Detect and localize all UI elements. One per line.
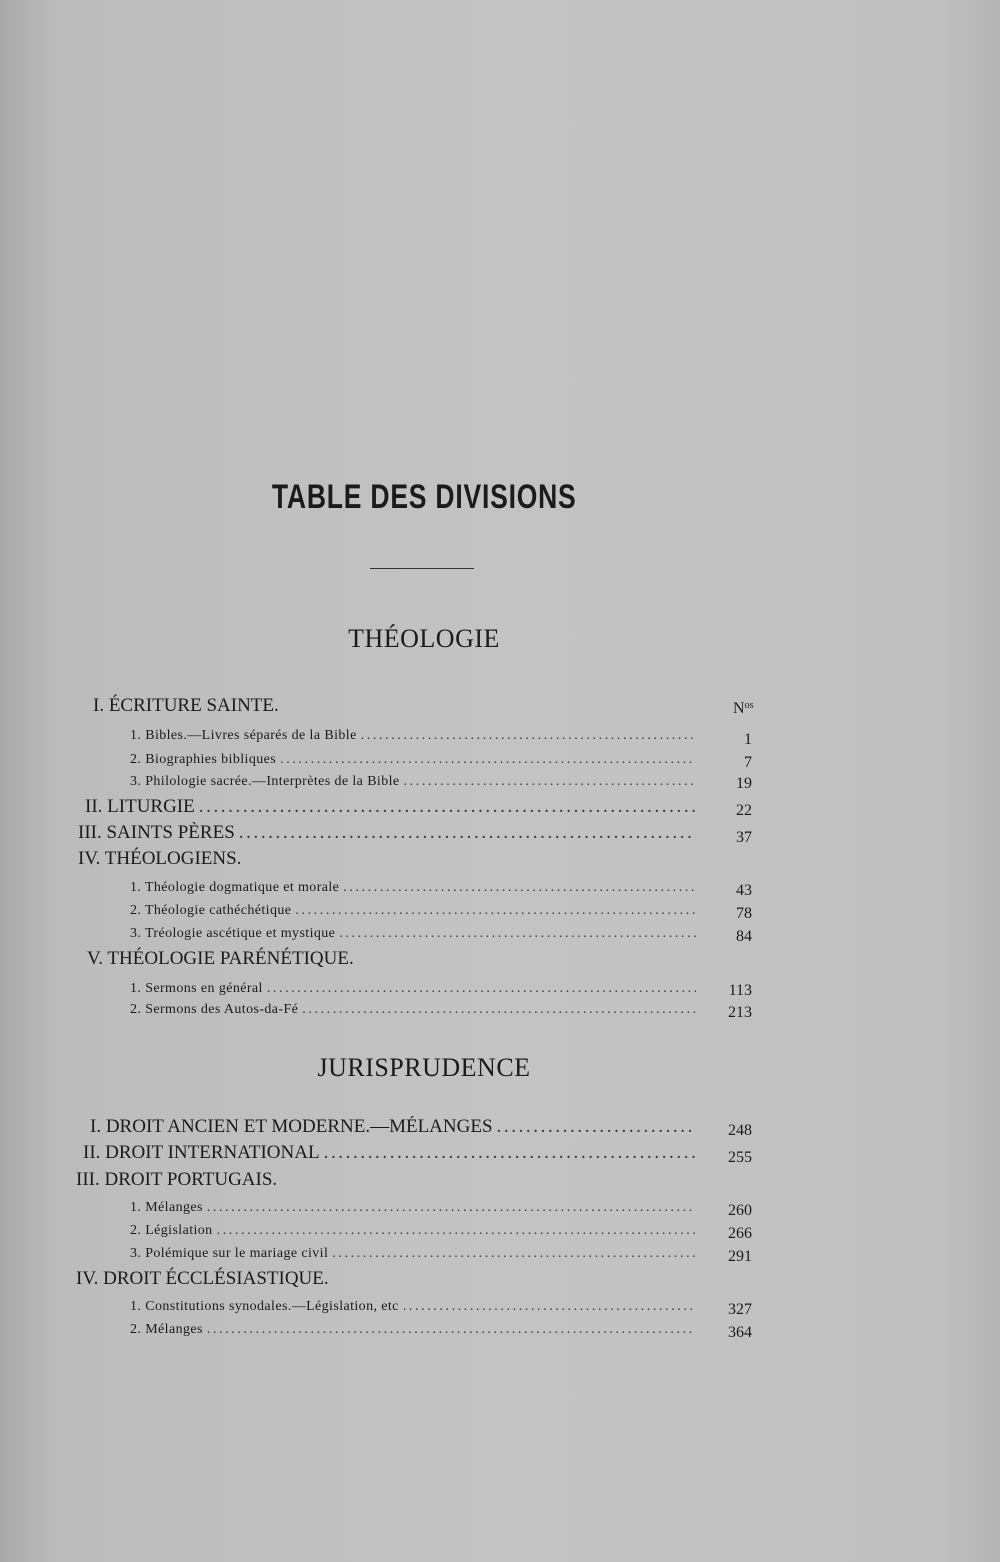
toc-entry-number: 364 <box>728 1324 752 1341</box>
toc-entry-label: 3. Polémique sur le mariage civil <box>130 1246 329 1261</box>
toc-entry-number: 327 <box>728 1301 752 1318</box>
toc-entry-number: 113 <box>728 982 752 999</box>
toc-heading-theologiens: IV. THÉOLOGIENS. <box>78 848 242 869</box>
section-heading-theologie: THÉOLOGIE <box>348 624 500 653</box>
toc-entry[interactable] <box>130 1299 700 1315</box>
toc-entry-number: 19 <box>736 775 752 792</box>
toc-entry[interactable] <box>130 981 700 997</box>
dot-leader <box>207 1322 696 1338</box>
toc-entry-label: II. LITURGIE <box>85 796 195 817</box>
numbers-column-header: $N^{os}$ <box>733 700 754 717</box>
toc-entry-number: 266 <box>728 1225 752 1242</box>
dot-leader <box>403 1299 696 1315</box>
toc-entry[interactable] <box>90 1116 700 1138</box>
toc-entry[interactable] <box>130 880 700 896</box>
dot-leader <box>324 1142 696 1164</box>
toc-entry-label: 1. Sermons en général <box>130 981 263 996</box>
toc-entry-label: 3. Tréologie ascétique et mystique <box>130 926 336 941</box>
toc-entry-label: III. SAINTS PÈRES <box>78 822 235 843</box>
toc-heading-droit-portugais: III. DROIT PORTUGAIS. <box>76 1169 278 1190</box>
toc-entry-number: 84 <box>736 928 752 945</box>
dot-leader <box>332 1246 696 1262</box>
toc-entry-number: 78 <box>736 905 752 922</box>
toc-entry-number: 248 <box>728 1122 752 1139</box>
dot-leader <box>217 1223 696 1239</box>
dot-leader <box>343 880 696 896</box>
toc-entry[interactable] <box>83 1142 700 1164</box>
dot-leader <box>199 796 696 818</box>
toc-entry-number: 22 <box>736 802 752 819</box>
dot-leader <box>339 926 696 942</box>
toc-entry[interactable] <box>130 1322 700 1338</box>
toc-entry-label: 1. Constitutions synodales.—Législation, etc <box>130 1299 399 1314</box>
toc-entry[interactable] <box>78 822 700 844</box>
toc-entry[interactable] <box>130 774 700 790</box>
toc-entry[interactable] <box>85 796 700 818</box>
dot-leader <box>280 752 696 768</box>
toc-heading-droit-ecclesiastique: IV. DROIT ÉCCLÉSIASTIQUE. <box>76 1268 329 1289</box>
toc-entry-label: 2. Mélanges <box>130 1322 203 1337</box>
toc-entry[interactable] <box>130 903 700 919</box>
toc-entry-number: 291 <box>728 1248 752 1265</box>
toc-entry-number: 213 <box>728 1004 752 1021</box>
toc-entry-label: 2. Biographies bibliques <box>130 752 277 767</box>
toc-entry-number: 255 <box>728 1149 752 1166</box>
toc-heading-ecriture-sainte: I. ÉCRITURE SAINTE. <box>93 695 279 716</box>
toc-entry[interactable] <box>130 926 700 942</box>
toc-entry[interactable] <box>130 1246 700 1262</box>
toc-entry[interactable] <box>130 1002 700 1018</box>
toc-entry[interactable] <box>130 1200 700 1216</box>
toc-entry-label: 2. Sermons des Autos-da-Fé <box>130 1002 299 1017</box>
toc-heading-theologie-parenetique: V. THÉOLOGIE PARÉNÉTIQUE. <box>87 948 354 969</box>
toc-entry-label: 1. Mélanges <box>130 1200 203 1215</box>
dot-leader <box>361 728 696 744</box>
toc-entry-number: 260 <box>728 1202 752 1219</box>
toc-entry-label: I. DROIT ANCIEN ET MODERNE.—MÉLANGES <box>90 1116 493 1137</box>
dot-leader <box>295 903 696 919</box>
toc-entry-number: 1 <box>744 731 752 748</box>
toc-entry-number: 37 <box>736 829 752 846</box>
section-heading-jurisprudence: JURISPRUDENCE <box>317 1053 531 1082</box>
toc-entry-number: 7 <box>744 754 752 771</box>
toc-entry-label: 3. Philologie sacrée.—Interprètes de la Bible <box>130 774 400 789</box>
toc-entry-label: 2. Théologie cathéchétique <box>130 903 292 918</box>
toc-entry[interactable] <box>130 728 700 744</box>
toc-entry-label: II. DROIT INTERNATIONAL <box>83 1142 320 1163</box>
toc-entry[interactable] <box>130 752 700 768</box>
dot-leader <box>302 1002 696 1018</box>
dot-leader <box>267 981 696 997</box>
toc-entry-label: 1. Bibles.—Livres séparés de la Bible <box>130 728 357 743</box>
page-title: TABLE DES DIVISIONS <box>271 478 577 516</box>
dot-leader <box>404 774 696 790</box>
toc-entry[interactable] <box>130 1223 700 1239</box>
toc-entry-label: 2. Législation <box>130 1223 213 1238</box>
dot-leader <box>497 1116 696 1138</box>
title-divider <box>370 568 474 569</box>
toc-entry-number: 43 <box>736 882 752 899</box>
toc-entry-label: 1. Théologie dogmatique et morale <box>130 880 340 895</box>
dot-leader <box>239 822 696 844</box>
dot-leader <box>207 1200 696 1216</box>
